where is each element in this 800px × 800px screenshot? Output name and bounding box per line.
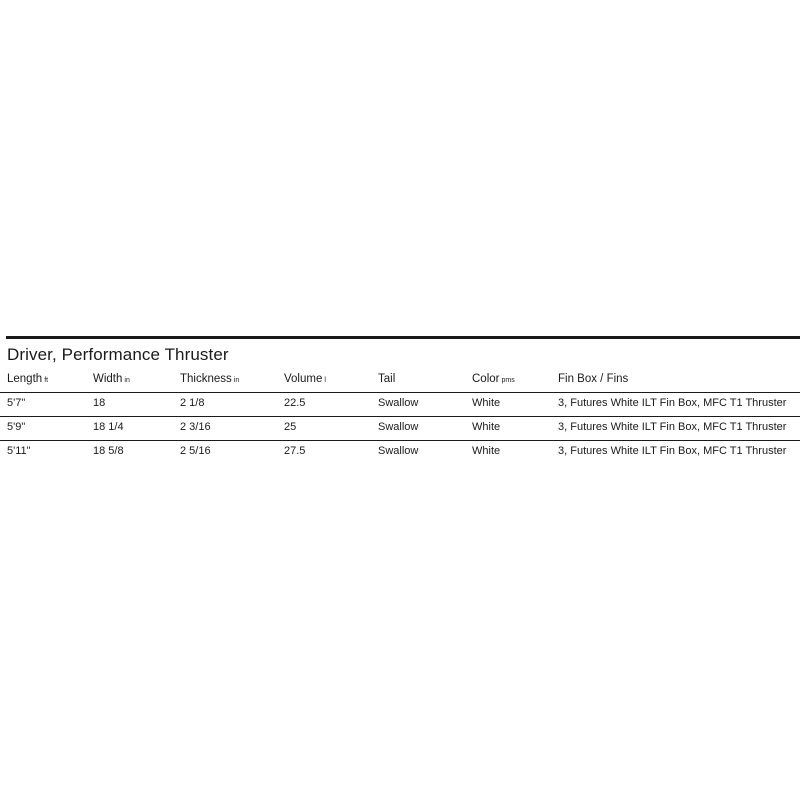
header-tail: Tail [378,373,396,385]
cell-volume: 22.5 [284,397,306,409]
cell-volume: 27.5 [284,445,306,457]
section-title: Driver, Performance Thruster [7,345,229,364]
cell-tail: Swallow [378,445,419,457]
header-width: Width in [93,373,130,385]
table-row [0,417,800,441]
header-thickness: Thickness in [180,373,240,385]
cell-tail: Swallow [378,397,419,409]
cell-fins: 3, Futures White ILT Fin Box, MFC T1 Thruster [558,421,787,433]
cell-thickness: 2 1/8 [180,397,205,409]
spec-table [0,372,800,464]
cell-width: 18 5/8 [93,445,124,457]
cell-width: 18 [93,397,106,409]
cell-color: White [472,397,501,409]
table-row [0,441,800,464]
table-row [0,393,800,417]
cell-tail: Swallow [378,421,419,433]
cell-thickness: 2 5/16 [180,445,211,457]
header-volume: Volume l [284,373,326,385]
cell-width: 18 1/4 [93,421,124,433]
table-header-row [0,372,800,393]
cell-thickness: 2 3/16 [180,421,211,433]
header-length: Length ft [7,373,49,385]
top-divider [6,336,800,339]
header-color: Color pms [472,373,515,385]
cell-color: White [472,445,501,457]
cell-length: 5'9" [7,421,26,433]
cell-volume: 25 [284,421,297,433]
cell-color: White [472,421,501,433]
cell-length: 5'11" [7,445,31,457]
cell-fins: 3, Futures White ILT Fin Box, MFC T1 Thruster [558,445,787,457]
cell-length: 5'7" [7,397,26,409]
cell-fins: 3, Futures White ILT Fin Box, MFC T1 Thruster [558,397,787,409]
header-fins: Fin Box / Fins [558,373,629,385]
